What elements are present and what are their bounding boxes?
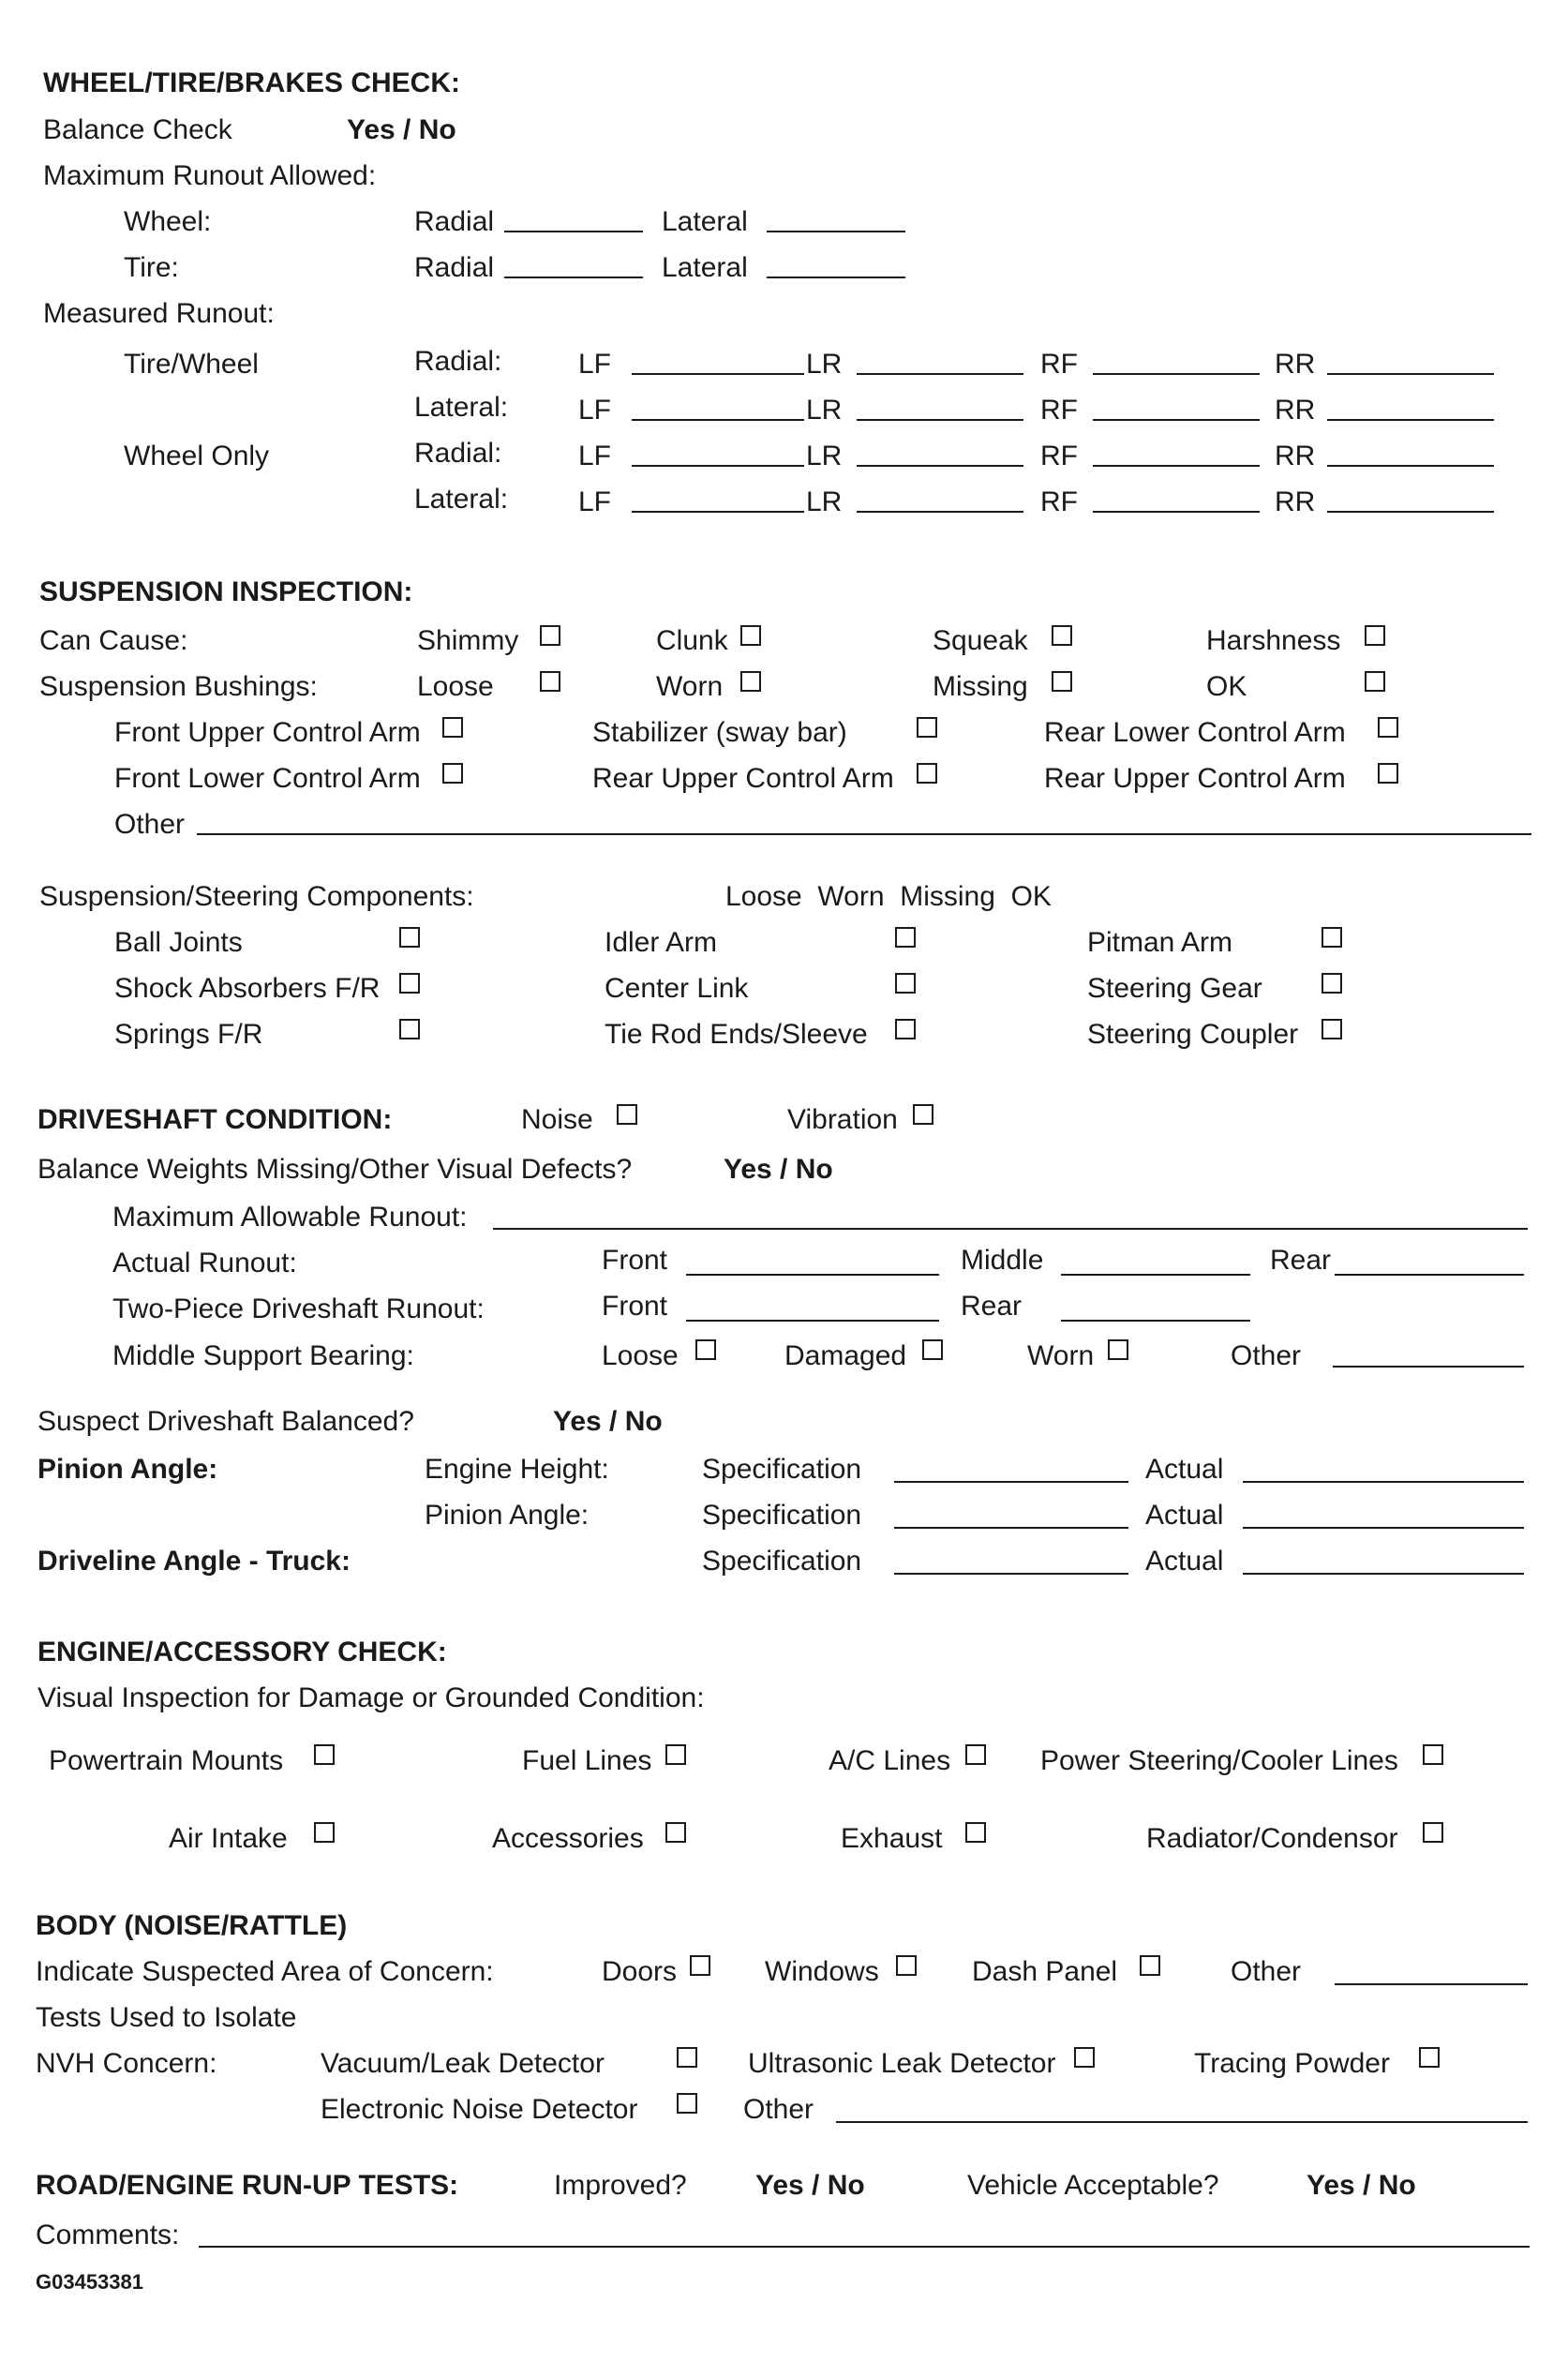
doors-label: Doors [602, 1956, 678, 1987]
pinion-angle-actual-field[interactable] [1243, 1527, 1524, 1529]
actual-runout-label: Actual Runout: [112, 1248, 297, 1278]
vehicle-acceptable-label: Vehicle Acceptable? [967, 2170, 1219, 2201]
specification-label: Specification [702, 1500, 862, 1531]
max-allowable-label: Maximum Allowable Runout: [112, 1202, 468, 1233]
middle-label: Middle [961, 1245, 1044, 1276]
tw-radial-rf-field[interactable] [1093, 373, 1260, 375]
vacuum-leak-checkbox[interactable] [677, 2047, 697, 2068]
actual-label: Actual [1145, 1500, 1224, 1531]
lateral-label: Lateral [662, 252, 748, 283]
lateral-label: Lateral [662, 206, 748, 237]
vibration-checkbox[interactable] [913, 1104, 933, 1125]
actual-middle-field[interactable] [1061, 1274, 1250, 1276]
indicate-area-label: Indicate Suspected Area of Concern: [36, 1956, 494, 1987]
rf-label: RF [1040, 349, 1078, 380]
comments-label: Comments: [36, 2220, 180, 2250]
components-column-header: Loose Worn Missing OK [725, 881, 1052, 912]
lf-label: LF [578, 349, 612, 380]
bushings-label: Suspension Bushings: [39, 671, 318, 702]
visual-inspection-label: Visual Inspection for Damage or Grounded Condition: [37, 1682, 705, 1713]
rf-label: RF [1040, 486, 1078, 517]
specification-label: Specification [702, 1454, 862, 1485]
engine-heading: ENGINE/ACCESSORY CHECK: [37, 1637, 447, 1667]
electronic-noise-label: Electronic Noise Detector [321, 2094, 638, 2125]
wo-radial-lf-field[interactable] [632, 465, 804, 467]
ball-joints-checkbox[interactable] [399, 927, 420, 948]
noise-label: Noise [521, 1104, 593, 1135]
balance-check-yes-no[interactable]: Yes / No [347, 114, 456, 145]
power-steering-label: Power Steering/Cooler Lines [1040, 1745, 1398, 1776]
front-upper-arm-checkbox[interactable] [442, 717, 463, 738]
pitman-arm-label: Pitman Arm [1087, 927, 1233, 958]
bearing-damaged-checkbox[interactable] [922, 1339, 943, 1360]
squeak-checkbox[interactable] [1052, 625, 1072, 646]
actual-rear-field[interactable] [1335, 1274, 1524, 1276]
dash-panel-checkbox[interactable] [1140, 1955, 1160, 1976]
lr-label: LR [806, 486, 843, 517]
rr-label: RR [1275, 349, 1316, 380]
nvh-concern-label: NVH Concern: [36, 2048, 217, 2079]
windows-label: Windows [765, 1956, 879, 1987]
tire-wheel-label: Tire/Wheel [124, 349, 259, 380]
front-label: Front [602, 1245, 668, 1276]
balance-check-label: Balance Check [43, 114, 232, 145]
tw-radial-rr-field[interactable] [1327, 373, 1494, 375]
lr-label: LR [806, 349, 843, 380]
suspension-other-field[interactable] [197, 833, 1531, 835]
body-other-label: Other [1231, 1956, 1302, 1987]
radial-colon-label: Radial: [414, 346, 502, 377]
tw-radial-lf-field[interactable] [632, 373, 804, 375]
clunk-checkbox[interactable] [740, 625, 761, 646]
air-intake-label: Air Intake [169, 1823, 288, 1854]
bushing-worn-label: Worn [656, 671, 724, 702]
front-upper-arm-label: Front Upper Control Arm [114, 717, 421, 748]
figure-code: G03453381 [36, 2270, 143, 2294]
bearing-damaged-label: Damaged [784, 1340, 907, 1371]
wheel-radial-field[interactable] [504, 231, 643, 232]
engine-height-actual-field[interactable] [1243, 1481, 1524, 1483]
body-heading: BODY (NOISE/RATTLE) [36, 1910, 348, 1941]
tw-lateral-lf-field[interactable] [632, 419, 804, 421]
middle-support-label: Middle Support Bearing: [112, 1340, 414, 1371]
shimmy-label: Shimmy [417, 625, 519, 656]
body-other-field[interactable] [1335, 1983, 1528, 1985]
powertrain-mounts-checkbox[interactable] [314, 1744, 335, 1765]
dash-panel-label: Dash Panel [972, 1956, 1118, 1987]
engine-height-spec-field[interactable] [894, 1481, 1128, 1483]
front-label: Front [602, 1291, 668, 1322]
driveline-spec-field[interactable] [894, 1573, 1128, 1575]
springs-label: Springs F/R [114, 1019, 263, 1050]
lateral-colon-label: Lateral: [414, 484, 509, 515]
wo-lateral-rf-field[interactable] [1093, 511, 1260, 513]
stabilizer-checkbox[interactable] [917, 717, 937, 738]
bushing-loose-checkbox[interactable] [540, 671, 560, 692]
tracing-powder-label: Tracing Powder [1194, 2048, 1390, 2079]
radiator-checkbox[interactable] [1423, 1822, 1443, 1843]
power-steering-checkbox[interactable] [1423, 1744, 1443, 1765]
fuel-lines-label: Fuel Lines [522, 1745, 652, 1776]
accessories-checkbox[interactable] [665, 1822, 686, 1843]
comments-field[interactable] [199, 2246, 1530, 2248]
actual-front-field[interactable] [686, 1274, 939, 1276]
rear-upper-arm-right-checkbox[interactable] [1378, 763, 1398, 784]
suspect-balanced-label: Suspect Driveshaft Balanced? [37, 1406, 414, 1437]
wo-lateral-lf-field[interactable] [632, 511, 804, 513]
vacuum-leak-label: Vacuum/Leak Detector [321, 2048, 605, 2079]
bearing-other-field[interactable] [1333, 1366, 1524, 1368]
wo-radial-rf-field[interactable] [1093, 465, 1260, 467]
pinion-angle-heading: Pinion Angle: [37, 1454, 218, 1485]
accessories-label: Accessories [492, 1823, 644, 1854]
bearing-worn-label: Worn [1027, 1340, 1095, 1371]
bushing-missing-label: Missing [933, 671, 1028, 702]
tw-lateral-rr-field[interactable] [1327, 419, 1494, 421]
two-piece-label: Two-Piece Driveshaft Runout: [112, 1293, 485, 1324]
shimmy-checkbox[interactable] [540, 625, 560, 646]
bushing-ok-checkbox[interactable] [1365, 671, 1385, 692]
max-runout-label: Maximum Runout Allowed: [43, 160, 377, 191]
two-piece-rear-field[interactable] [1061, 1320, 1250, 1322]
center-link-checkbox[interactable] [895, 973, 916, 994]
rear-label: Rear [1270, 1245, 1332, 1276]
front-lower-arm-label: Front Lower Control Arm [114, 763, 421, 794]
noise-checkbox[interactable] [617, 1104, 637, 1125]
pinion-angle-label: Pinion Angle: [425, 1500, 590, 1531]
suspect-balanced-yes-no[interactable]: Yes / No [553, 1406, 663, 1437]
tw-lateral-lr-field[interactable] [857, 419, 1023, 421]
tie-rod-label: Tie Rod Ends/Sleeve [605, 1019, 868, 1050]
wheel-label: Wheel: [124, 206, 212, 237]
vibration-label: Vibration [787, 1104, 898, 1135]
rear-lower-arm-checkbox[interactable] [1378, 717, 1398, 738]
two-piece-front-field[interactable] [686, 1320, 939, 1322]
wheel-lateral-field[interactable] [767, 231, 905, 232]
tests-used-label: Tests Used to Isolate [36, 2002, 297, 2033]
clunk-label: Clunk [656, 625, 728, 656]
radial-label: Radial [414, 252, 495, 283]
exhaust-checkbox[interactable] [965, 1822, 986, 1843]
tire-label: Tire: [124, 252, 179, 283]
bushing-loose-label: Loose [417, 671, 494, 702]
bushing-ok-label: OK [1206, 671, 1247, 702]
tw-radial-lr-field[interactable] [857, 373, 1023, 375]
ball-joints-label: Ball Joints [114, 927, 243, 958]
rear-upper-arm-checkbox[interactable] [917, 763, 937, 784]
harshness-label: Harshness [1206, 625, 1341, 656]
pitman-arm-checkbox[interactable] [1322, 927, 1342, 948]
ultrasonic-checkbox[interactable] [1074, 2047, 1095, 2068]
pinion-angle-spec-field[interactable] [894, 1527, 1128, 1529]
wo-radial-rr-field[interactable] [1327, 465, 1494, 467]
radial-label: Radial [414, 206, 495, 237]
wo-lateral-rr-field[interactable] [1327, 511, 1494, 513]
air-intake-checkbox[interactable] [314, 1822, 335, 1843]
driveshaft-heading: DRIVESHAFT CONDITION: [37, 1104, 393, 1135]
rr-label: RR [1275, 395, 1316, 426]
bearing-other-label: Other [1231, 1340, 1302, 1371]
lr-label: LR [806, 395, 843, 426]
tw-lateral-rf-field[interactable] [1093, 419, 1260, 421]
tire-lateral-field[interactable] [767, 277, 905, 278]
steering-coupler-checkbox[interactable] [1322, 1019, 1342, 1039]
improved-label: Improved? [554, 2170, 687, 2201]
center-link-label: Center Link [605, 973, 749, 1004]
bearing-worn-checkbox[interactable] [1108, 1339, 1128, 1360]
wo-radial-lr-field[interactable] [857, 465, 1023, 467]
rear-label: Rear [961, 1291, 1023, 1322]
bearing-loose-checkbox[interactable] [695, 1339, 716, 1360]
fuel-lines-checkbox[interactable] [665, 1744, 686, 1765]
rr-label: RR [1275, 486, 1316, 517]
ac-lines-checkbox[interactable] [965, 1744, 986, 1765]
springs-checkbox[interactable] [399, 1019, 420, 1039]
suspension-heading: SUSPENSION INSPECTION: [39, 576, 413, 607]
max-allowable-field[interactable] [493, 1228, 1528, 1230]
shock-absorbers-checkbox[interactable] [399, 973, 420, 994]
wheel-heading: WHEEL/TIRE/BRAKES CHECK: [43, 67, 461, 98]
rf-label: RF [1040, 395, 1078, 426]
wo-lateral-lr-field[interactable] [857, 511, 1023, 513]
nvh-other-label: Other [743, 2094, 814, 2125]
components-label: Suspension/Steering Components: [39, 881, 474, 912]
bushing-missing-checkbox[interactable] [1052, 671, 1072, 692]
specification-label: Specification [702, 1546, 862, 1577]
radiator-label: Radiator/Condensor [1146, 1823, 1398, 1854]
powertrain-mounts-label: Powertrain Mounts [49, 1745, 284, 1776]
harshness-checkbox[interactable] [1365, 625, 1385, 646]
idler-arm-checkbox[interactable] [895, 927, 916, 948]
ac-lines-label: A/C Lines [829, 1745, 951, 1776]
lf-label: LF [578, 486, 612, 517]
rear-upper-arm-label: Rear Upper Control Arm [592, 763, 894, 794]
vehicle-acceptable-yes-no[interactable]: Yes / No [1307, 2170, 1416, 2201]
steering-gear-checkbox[interactable] [1322, 973, 1342, 994]
windows-checkbox[interactable] [896, 1955, 917, 1976]
steering-coupler-label: Steering Coupler [1087, 1019, 1299, 1050]
engine-height-label: Engine Height: [425, 1454, 609, 1485]
suspension-other-label: Other [114, 809, 186, 840]
exhaust-label: Exhaust [841, 1823, 943, 1854]
wheel-only-label: Wheel Only [124, 441, 270, 471]
rr-label: RR [1275, 441, 1316, 471]
squeak-label: Squeak [933, 625, 1028, 656]
steering-gear-label: Steering Gear [1087, 973, 1262, 1004]
driveline-actual-field[interactable] [1243, 1573, 1524, 1575]
bearing-loose-label: Loose [602, 1340, 679, 1371]
balance-weights-label: Balance Weights Missing/Other Visual Defects? [37, 1154, 633, 1185]
shock-absorbers-label: Shock Absorbers F/R [114, 973, 381, 1004]
idler-arm-label: Idler Arm [605, 927, 718, 958]
lf-label: LF [578, 395, 612, 426]
lr-label: LR [806, 441, 843, 471]
actual-label: Actual [1145, 1454, 1224, 1485]
rear-upper-arm-right-label: Rear Upper Control Arm [1044, 763, 1346, 794]
rf-label: RF [1040, 441, 1078, 471]
bushing-worn-checkbox[interactable] [740, 671, 761, 692]
front-lower-arm-checkbox[interactable] [442, 763, 463, 784]
lf-label: LF [578, 441, 612, 471]
electronic-noise-checkbox[interactable] [677, 2093, 697, 2114]
driveline-angle-label: Driveline Angle - Truck: [37, 1546, 351, 1577]
rear-lower-arm-label: Rear Lower Control Arm [1044, 717, 1346, 748]
tie-rod-checkbox[interactable] [895, 1019, 916, 1039]
stabilizer-label: Stabilizer (sway bar) [592, 717, 847, 748]
doors-checkbox[interactable] [690, 1955, 710, 1976]
can-cause-label: Can Cause: [39, 625, 188, 656]
lateral-colon-label: Lateral: [414, 392, 509, 423]
radial-colon-label: Radial: [414, 438, 502, 469]
actual-label: Actual [1145, 1546, 1224, 1577]
balance-weights-yes-no[interactable]: Yes / No [724, 1154, 833, 1185]
tracing-powder-checkbox[interactable] [1419, 2047, 1440, 2068]
improved-yes-no[interactable]: Yes / No [755, 2170, 865, 2201]
road-heading: ROAD/ENGINE RUN-UP TESTS: [36, 2170, 459, 2201]
nvh-other-field[interactable] [836, 2121, 1528, 2123]
measured-runout-label: Measured Runout: [43, 298, 275, 329]
tire-radial-field[interactable] [504, 277, 643, 278]
ultrasonic-label: Ultrasonic Leak Detector [748, 2048, 1056, 2079]
